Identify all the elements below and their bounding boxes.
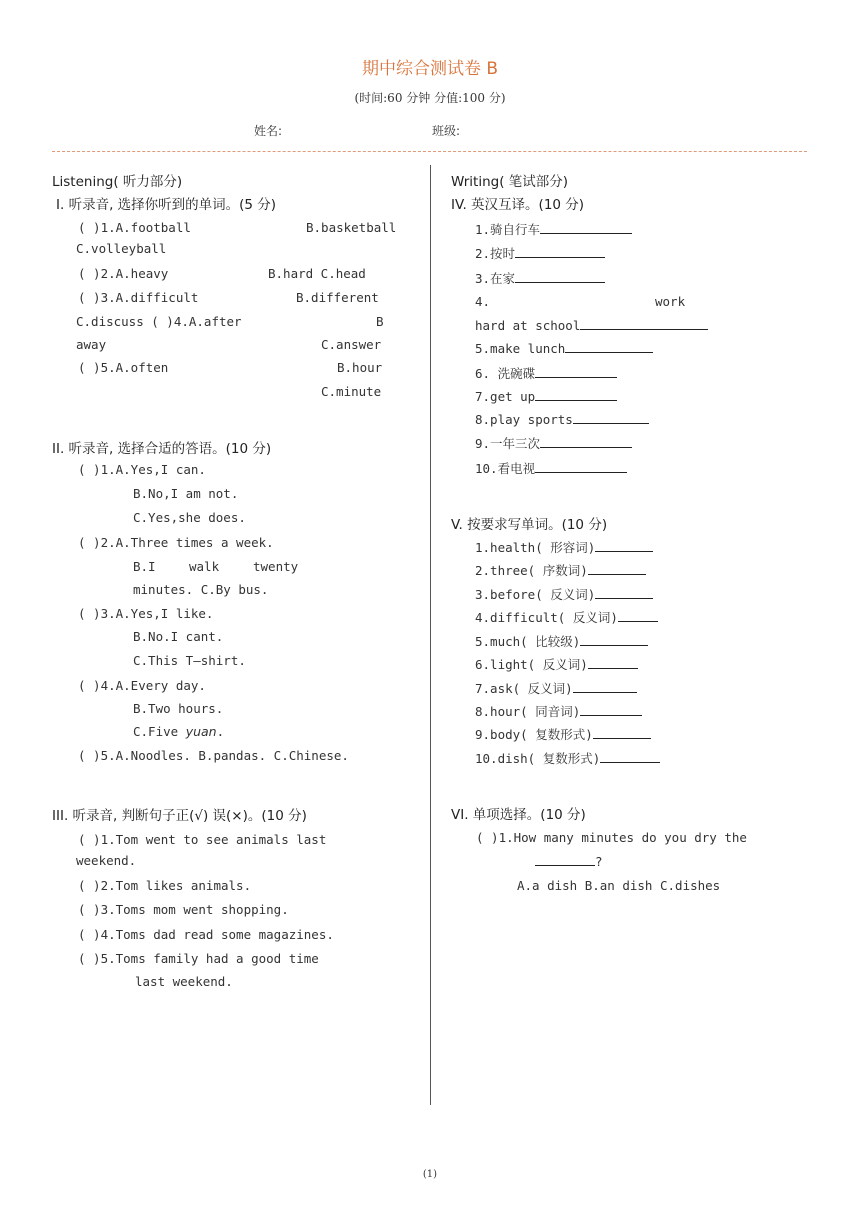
part1-line: C.volleyball [76, 241, 167, 256]
part4-item-text: 5.make lunch [475, 341, 566, 356]
part5-title: V. 按要求写单词。(10 分) [451, 517, 608, 533]
part1-line: ( )3.A.difficult [78, 290, 199, 305]
answer-blank [588, 656, 638, 669]
part4-item-text: 1.骑自行车 [475, 222, 541, 237]
part2-line: ( )3.A.Yes,I like. [78, 606, 214, 621]
part5-item-text: 2.three( 序数词) [475, 563, 588, 578]
answer-blank [515, 245, 605, 258]
part3-line: ( )5.Toms family had a good time [78, 951, 319, 966]
part4-item: 4. [475, 294, 491, 309]
part4-item-text: 6. 洗碗碟 [475, 366, 536, 381]
part6-title: VI. 单项选择。(10 分) [451, 807, 586, 823]
part1-line: B.different [296, 290, 379, 305]
part4-item [475, 317, 708, 333]
column-divider [430, 165, 431, 1105]
part1-line: ( )1.A.football [78, 220, 191, 235]
part4-item [475, 269, 605, 287]
page-number: (1) [422, 1169, 438, 1180]
part2-line: B.No.I cant. [133, 629, 224, 644]
writing-heading: Writing( 笔试部分) [451, 174, 569, 190]
part1-line: C.minute [321, 384, 382, 399]
listening-heading: Listening( 听力部分) [52, 174, 183, 190]
part5-item-text: 8.hour( 同音词) [475, 704, 581, 719]
answer-blank [535, 853, 595, 866]
part1-line: B [376, 314, 384, 329]
part2-title: II. 听录音, 选择合适的答语。(10 分) [52, 441, 272, 457]
class-label: 班级: [432, 124, 461, 138]
part2-line: C.Yes,she does. [133, 510, 246, 525]
part4-item-text: 2.按时 [475, 246, 516, 261]
part4-item-text: 9.一年三次 [475, 436, 541, 451]
answer-blank [573, 680, 637, 693]
part2-line: ( )5.A.Noodles. B.pandas. C.Chinese. [78, 748, 349, 763]
part5-item [475, 655, 638, 673]
part2-line: B.No,I am not. [133, 486, 239, 501]
header-divider [52, 151, 807, 152]
part4-item [475, 459, 627, 477]
part2-line: ( )4.A.Every day. [78, 678, 206, 693]
part4-item-text: 3.在家 [475, 271, 516, 286]
part2-line: B.I [133, 559, 156, 574]
part1-line: B.hour [337, 360, 383, 375]
part3-title: III. 听录音, 判断句子正(√) 误(×)。(10 分) [52, 808, 307, 824]
part5-item [475, 608, 658, 626]
answer-blank [540, 435, 632, 448]
part1-title: Ⅰ. 听录音, 选择你听到的单词。(5 分) [56, 197, 277, 213]
part4-item-text: 10.看电视 [475, 461, 536, 476]
exam-time-and-score: (时间:60 分钟 分值:100 分) [354, 91, 506, 105]
part5-item [475, 702, 642, 720]
part5-item [475, 725, 651, 743]
part6-question: ( )1.How many minutes do you dry the [476, 830, 747, 845]
part2-line: walk [189, 559, 220, 574]
part5-item [475, 679, 637, 697]
answer-blank [535, 388, 617, 401]
answer-blank [535, 460, 627, 473]
part6-question-end [535, 853, 603, 869]
part5-item-text: 9.body( 复数形式) [475, 727, 593, 742]
part5-item-text: 6.light( 反义词) [475, 657, 588, 672]
part4-item-text: hard at school [475, 318, 581, 333]
part1-line: ( )5.A.often [78, 360, 169, 375]
part4-item [475, 388, 617, 404]
part1-line: away [76, 337, 107, 352]
part3-line: weekend. [76, 853, 137, 868]
page-title: 期中综合测试卷 B [361, 59, 499, 79]
part5-item-text: 7.ask( 反义词) [475, 681, 573, 696]
part2-line [133, 724, 224, 739]
part2-line: twenty [253, 559, 299, 574]
part3-line: ( )4.Toms dad read some magazines. [78, 927, 334, 942]
answer-blank [580, 317, 708, 330]
part2-line: ( )2.A.Three times a week. [78, 535, 274, 550]
answer-blank [588, 562, 646, 575]
part3-line: ( )3.Toms mom went shopping. [78, 902, 289, 917]
part5-item [475, 538, 653, 556]
answer-blank [593, 726, 651, 739]
part5-item [475, 632, 648, 650]
part4-title: IV. 英汉互译。(10 分) [451, 197, 585, 213]
part1-line: C.answer [321, 337, 382, 352]
part4-item [475, 434, 632, 452]
answer-blank [618, 609, 658, 622]
part5-item-text: 1.health( 形容词) [475, 540, 596, 555]
part5-item [475, 585, 653, 603]
answer-blank [580, 633, 648, 646]
part2-text: C.Five [133, 724, 186, 739]
answer-blank [565, 340, 653, 353]
part1-line: C.discuss ( )4.A.after [76, 314, 242, 329]
name-label: 姓名: [254, 124, 283, 138]
part5-item [475, 561, 646, 579]
part2-line: ( )1.A.Yes,I can. [78, 462, 206, 477]
part4-item [475, 340, 653, 356]
part1-line: B.basketball [306, 220, 397, 235]
part3-line: ( )2.Tom likes animals. [78, 878, 252, 893]
answer-blank [540, 221, 632, 234]
part2-line: C.This T—shirt. [133, 653, 246, 668]
part1-line: ( )2.A.heavy [78, 266, 169, 281]
part5-item-text: 5.much( 比较级) [475, 634, 581, 649]
part5-item-text: 4.difficult( 反义词) [475, 610, 618, 625]
answer-blank [535, 365, 617, 378]
part5-item-text: 3.before( 反义词) [475, 587, 596, 602]
answer-blank [515, 270, 605, 283]
part4-item-text: 7.get up [475, 389, 536, 404]
part3-line: last weekend. [135, 974, 233, 989]
part2-italic-word: yuan [185, 724, 217, 739]
part4-item [475, 244, 605, 262]
part2-text: . [216, 724, 225, 739]
part4-item [475, 364, 617, 382]
answer-blank [595, 539, 653, 552]
question-mark: ? [595, 854, 603, 869]
part4-item: work [655, 294, 686, 309]
part4-item-text: 8.play sports [475, 412, 573, 427]
part4-item [475, 411, 649, 427]
answer-blank [580, 703, 642, 716]
part5-item-text: 10.dish( 复数形式) [475, 751, 601, 766]
answer-blank [595, 586, 653, 599]
part4-item [475, 220, 632, 238]
part3-line: ( )1.Tom went to see animals last [78, 832, 327, 847]
part1-line: B.hard C.head [268, 266, 366, 281]
part5-item [475, 749, 660, 767]
part6-options: A.a dish B.an dish C.dishes [517, 878, 721, 893]
part2-line: minutes. C.By bus. [133, 582, 269, 597]
answer-blank [600, 750, 660, 763]
answer-blank [573, 411, 649, 424]
part2-line: B.Two hours. [133, 701, 224, 716]
